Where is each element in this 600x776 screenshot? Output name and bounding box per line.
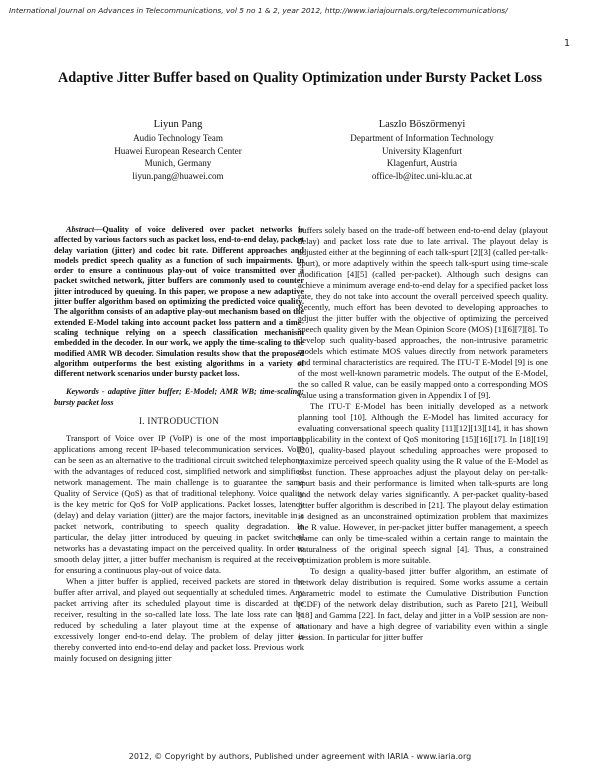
author-name: Laszlo Böszörmenyi: [378, 119, 466, 130]
author-block-2: [312, 118, 532, 182]
body-paragraph: Transport of Voice over IP (VoIP) is one of the most important applications among recent IP-based telecommunication services. VoIP can be seen as an alternative to the traditional circuit switched telephony with the advantages of reduced cost, simplified network and simplified network management. The main challenge is to guarantee the same Quality of Service (QoS) as that of traditional telephony. Voice quality is the key metric for QoS for VoIP applications. Packet losses, latency (delay) and delay variation (jitter) are the major factors, inevitable in a packet network, contributing to speech quality degradation. In particular, the delay jitter introduced by queuing in packet switched networks has a devastating impact on the perceived quality. In order to smooth delay jitter, a jitter buffer mechanism is required at the receiver for ensuring a continuous play-out of voice data.: [54, 433, 304, 576]
abstract-text: —Quality of voice delivered over packet networks is affected by various factors such as packet loss, end-to-end delay, packet delay variation (jitter) and codec bit rate. Different approaches and models predict speech quality as a function of such impairments. In order to ensure a continuous play-out of voice transmitted over a packet switched network, jitter buffers are commonly used to counter jitter introduced by queuing. In this paper, we propose a new adaptive jitter buffer algorithm based on optimizing the predicted voice quality. The algorithm consists of an adaptive play-out mechanism based on the extended E-Model taking into account packet loss pattern and a time-scaling technique relying on a speech classification mechanism embedded in the decoder. In our work, we apply the time-scaling to the modified AMR WB decoder. Simulation results show that the proposed algorithm outperforms the best existing algorithms in a variety of different network scenarios under bursty packet loss.: [54, 225, 304, 379]
author-affiliation-line: Munich, Germany: [144, 158, 212, 169]
abstract: [54, 225, 304, 379]
running-header: International Journal on Advances in Telecommunications, vol 5 no 1 & 2, year 2012, http://www.iariajournals.org/telecommunications/: [9, 6, 508, 15]
page-number: 1: [563, 38, 570, 49]
author-affiliation-line: Department of Information Technology: [350, 133, 494, 143]
author-email: office-lb@itec.uni-klu.ac.at: [371, 170, 473, 181]
page-footer: 2012, © Copyright by authors, Published under agreement with IARIA - www.iaria.org: [128, 752, 472, 761]
keywords-text: - adaptive jitter buffer; E-Model; AMR WB; time-scaling; bursty packet loss: [54, 387, 304, 407]
body-paragraph: When a jitter buffer is applied, received packets are stored in the buffer after arrival, and played out sequentially at scheduled times. Any packet arriving after its scheduled playout time is discarded at the receiver, resulting in the so-called late loss. The late loss rate can be reduced by scheduling a later playout time at the expense of an excessively longer end-to-end delay. The problem of delay jitter is thereby converted into end-to-end delay and packet loss. Previous work mainly focused on designing jitter: [54, 576, 304, 664]
left-column: [54, 225, 304, 664]
body-paragraph: To design a quality-based jitter buffer algorithm, an estimate of network delay distribution is required. Some works assume a certain parametric model to estimate the Cumulative Distribution Function (CDF) of the network delay distribution, such as Pareto [21], Weibull [18] and Gamma [22]. In fact, delay and jitter in a VoIP session are non-stationary and have a high degree of variability even within a single session. In particular for jitter buffer: [298, 566, 548, 642]
right-column: [298, 225, 548, 643]
section-heading-introduction: I. INTRODUCTION: [139, 416, 219, 427]
author-name: Liyun Pang: [153, 119, 203, 130]
body-paragraph: buffers solely based on the trade-off between end-to-end delay (playout delay) and packet loss rate due to late arrival. The playout delay is adjusted either at the beginning of each talk-spurt [2][3] (called per-talk-spurt), or more adaptively within the speech talk-spurt using time-scale modification [4][5] (called per-packet). Although such designs can achieve a minimum average end-to-end delay for a specified packet loss rate, they do not take into account the overall perceived speech quality. Recently, much effort has been devoted to developing approaches to adjust the jitter buffer with the objective of optimizing the perceived speech quality given by the Mean Opinion Score (MOS) [1][6][7][8]. To develop such quality-based approaches, the non-intrusive parametric models which estimate MOS values directly from network parameters and terminal characteristics are required. The ITU-T E-Model [9] is one of the most well-known parametric models. The output of the E-Model, the so called R value, can be easily mapped onto a corresponding MOS value using a transformation given in Appendix I of [9].: [298, 225, 548, 400]
keywords: [54, 387, 304, 408]
paper-title: Adaptive Jitter Buffer based on Quality Optimization under Bursty Packet Loss: [58, 70, 542, 86]
body-paragraph: The ITU-T E-Model has been initially developed as a network planning tool [10]. Although the E-Model has limited accuracy for evaluating conversational speech quality [11][12][13][14], it has shown applicability in the context of QoS monitoring [15][16][17]. In [18][19][20], quality-based playout scheduling approaches were proposed to maximize perceived speech quality using the R value of the E-Model as cost function. These approaches adjust the playout delay on per-talk-spurt basis and their performance is limited when talk-spurts are long and the network delay varies significantly. A per-packet quality-based jitter buffer algorithm is described in [21]. The playout delay estimation is designed as an unconstrained optimization problem that maximizes the R value. However, in per-packet jitter buffer management, a speech frame can only be time-scaled within a certain range to maintain the naturalness of the original speech signal [4]. Thus, a constrained optimization problem is more suitable.: [298, 401, 548, 565]
abstract-label: Abstract: [66, 225, 95, 234]
author-block-1: [68, 118, 288, 182]
author-affiliation-line: Audio Technology Team: [133, 133, 223, 143]
keywords-label: Keywords: [66, 387, 99, 397]
author-affiliation-line: University Klagenfurt: [381, 145, 463, 156]
author-affiliation-line: Huawei European Research Center: [114, 145, 242, 156]
author-affiliation-line: Klagenfurt, Austria: [386, 158, 458, 169]
author-email: liyun.pang@huawei.com: [132, 170, 224, 181]
